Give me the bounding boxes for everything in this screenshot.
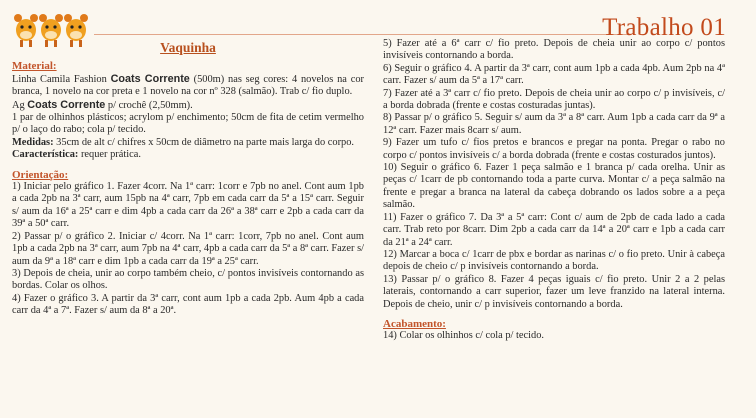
orientacao-heading: Orientação: xyxy=(12,168,69,181)
step-3: 3) Depois de cheia, unir ao corpo também cheio, c/ pontos invisíveis contornando as bordas. Colar os olhos. xyxy=(12,267,364,292)
brand-name: Coats Corrente xyxy=(27,98,106,111)
step-13: 13) Passar p/ o gráfico 8. Fazer 4 peças iguais c/ fio preto. Unir 2 a 2 pelas laterais, contornando a carr superior, fazer um leve franzido na lateral interna. Depois de cheio, unir c/ p invisíveis contornando a borda. xyxy=(383,273,725,310)
step-6: 6) Seguir o gráfico 4. A partir da 3ª carr, cont aum 1pb a cada 4pb. Aum 2pb na 4ª carr. Fazer s/ aum da 5ª a 17ª carr. xyxy=(383,62,725,87)
material-heading: Material: xyxy=(12,60,57,73)
step-12: 12) Marcar a boca c/ 1carr de pbx e bordar as narinas c/ o fio preto. Unir à cabeça depois de cheio c/ p invisíveis contornando a borda. xyxy=(383,248,725,273)
step-10: 10) Seguir o gráfico 6. Fazer 1 peça salmão e 1 branca p/ cada orelha. Unir as peças c/ 1carr de pb contornando toda a parte curva. Montar c/ a peça salmão na frente e pregar a branca na lateral da cabeça dobrando os lados sobre a a peça salmão. xyxy=(383,162,725,211)
step-1: 1) Iniciar pelo gráfico 1. Fazer 4corr. Na 1ª carr: 1corr e 7pb no anel. Cont aum 1pb a cada 2pb na 3ª carr, aum 15pb na 4ª carr, 7pb em cada carr da 5ª a 15ª carr. Seguir s/ aum da 16ª a 25ª carr e dim 4pb a cada carr da 26ª a 38ª carr e 2pb a cada carr da 39ª a 50ª carr. xyxy=(12,181,364,230)
acabamento-heading: Acabamento: xyxy=(383,317,446,330)
page-title: Trabalho 01 xyxy=(602,14,726,41)
caracteristica-label: Característica: xyxy=(12,149,79,161)
pattern-title: Vaquinha xyxy=(160,40,216,55)
medidas: Medidas: 35cm de alt c/ chifres x 50cm de diâmetro na parte mais larga do corpo. xyxy=(12,136,355,148)
left-column xyxy=(12,38,364,318)
step-4: 4) Fazer o gráfico 3. A partir da 3ª carr, cont aum 1pb a cada 2pb. Aum 4pb a cada carr da 4ª a 7ª. Fazer s/ aum da 8ª a 20ª. xyxy=(12,292,364,317)
material-extras: 1 par de olhinhos plásticos; acrylom p/ enchimento; 50cm de fita de cetim vermelho p/ o laço do rabo; cola p/ tecido. xyxy=(12,112,364,136)
caracteristica: Característica: requer prática. xyxy=(12,149,141,161)
step-11: 11) Fazer o gráfico 7. Da 3ª a 5ª carr: Cont c/ aum de 2pb de cada lado a cada carr. Trab reto por 8carr. Dim 2pb a cada carr da 14ª a 20ª carr e 1pb a cada carr da 21ª a 24ª carr. xyxy=(383,211,725,248)
brand-name: Coats Corrente xyxy=(110,72,190,85)
header-divider xyxy=(94,34,628,35)
material-thread: Linha Camila Fashion Coats Corrente (500m) nas seg cores: 4 novelos na cor branca, 1 novelo na cor preta e 1 novelo na cor nº 328 (salmão). Trab c/ fio duplo. xyxy=(12,72,364,98)
step-9: 9) Fazer um tufo c/ fios pretos e brancos e pregar na ponta. Pregar o rabo no corpo c/ pontos invisíveis c/ a borda dobrada (frente e costas costurados juntos). xyxy=(383,137,725,161)
step-2: 2) Passar p/ o gráfico 2. Iniciar c/ 4corr. Na 1ª carr: 1corr, 7pb no anel. Cont aum 1pb a cada 2pb na 3ª carr, aum 7pb na 4ª carr, 4pb a cada carr da 5ª a 8ª carr. Fazer s/ aum da 9ª a 18ª carr e dim 1pb a cada carr da 19ª a 25ª carr. xyxy=(12,230,364,267)
step-14: 14) Colar os olhinhos c/ cola p/ tecido. xyxy=(383,330,545,342)
step-8: 8) Passar p/ o gráfico 5. Seguir s/ aum da 3ª a 8ª carr. Aum 1pb a cada carr da 9ª a 12ª carr. Fazer mais 8carr s/ aum. xyxy=(383,112,725,136)
step-5: 5) Fazer até a 6ª carr c/ fio preto. Depois de cheia unir ao corpo c/ pontos invisíveis contornando a borda. xyxy=(383,38,725,62)
step-7: 7) Fazer até a 3ª carr c/ fio preto. Depois de cheia unir ao corpo c/ p invisíveis, c/ a borda dobrada (frente e costas costuradas juntas). xyxy=(383,87,725,112)
medidas-label: Medidas: xyxy=(12,136,54,148)
right-column xyxy=(383,38,725,343)
material-needle: Ag Coats Corrente p/ crochê (2,50mm). xyxy=(12,98,193,111)
